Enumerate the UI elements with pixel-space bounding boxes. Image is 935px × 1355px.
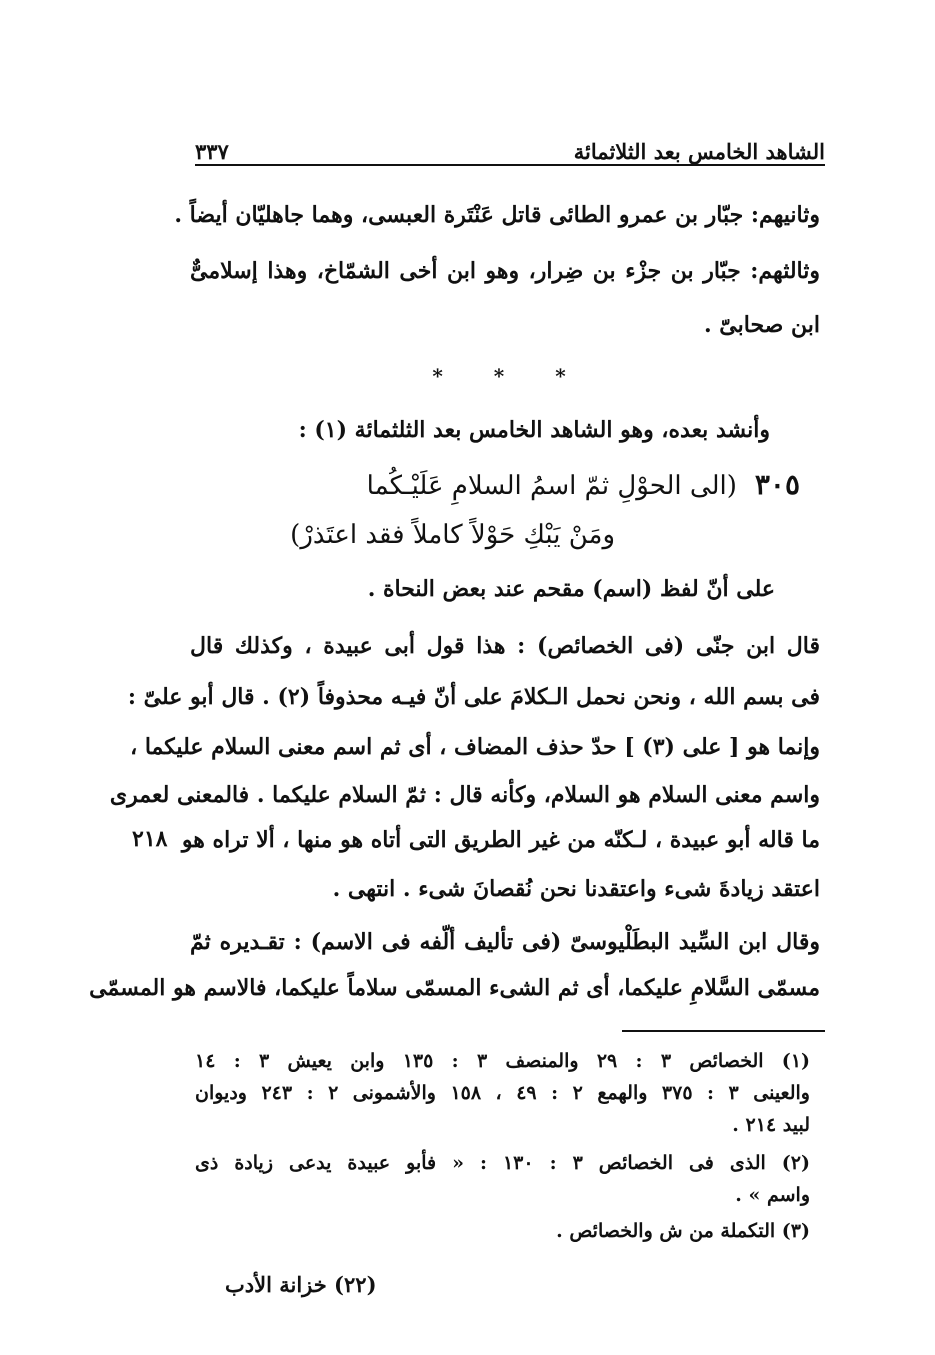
header-divider <box>195 164 825 166</box>
paragraph-line: ما قاله أبو عبيدة ، لـكنّه من غير الطريق التى أتاه هو منها ، ألا تراه هو <box>181 827 820 853</box>
footnote-line: (١) الخصائص ٣ : ٢٩ والمنصف ٣ : ١٣٥ وابن يعيش ٣ : ١٤ <box>195 1050 811 1072</box>
paragraph-line: مسمّى السَّلامِ عليكما، أى ثم الشىء المسمّى سلاماً عليكما، فالاسم هو المسمّى <box>89 975 820 1001</box>
paragraph-line: ابن صحابىّ . <box>703 312 820 338</box>
footnote-line: (٢) الذى فى الخصائص ٣ : ١٣٠ : « فأبو عبيدة يدعى زيادة ذى <box>195 1152 810 1174</box>
paragraph-line: وثانيهم: جبّار بن عمرو الطائى قاتل عَنْتَرة العبسى، وهما جاهليّان أيضاً . <box>174 202 820 228</box>
margin-page-number: ٢١٨ <box>132 826 168 852</box>
section-separator: * * * <box>432 364 588 388</box>
paragraph-line: على أنّ لفظ (اسم) مقحم عند بعض النحاة . <box>367 576 775 602</box>
footnote-line: لبيد ٢١٤ . <box>732 1114 810 1136</box>
paragraph-line: قال ابن جنّى (فى الخصائص) : هذا قول أبى عبيدة ، وكذلك قال <box>190 633 820 659</box>
paragraph-line: وقال ابن السِّيد البطَلْيوسىّ (فى تأليف ألّفه فى الاسم) : تقـديره ثمّ <box>190 929 820 955</box>
verse-number: ٣٠٥ <box>754 468 800 501</box>
paragraph-line: واسم معنى السلام هو السلام، وكأنه قال : ثمّ السلام عليكما . فالمعنى لعمرى <box>109 782 820 808</box>
verse-hemistich-1: (الى الحوْلِ ثمّ اسمُ السلامِ عَلَيْـكُما <box>366 471 737 501</box>
paragraph-line: فى بسم الله ، ونحن نحمل الـكلامَ على أنّ فيـه محذوفاً (٢) . قال أبو علىّ : <box>127 684 820 710</box>
paragraph-line: وأنشد بعده، وهو الشاهد الخامس بعد الثلثمائة (١) : <box>298 417 770 443</box>
footnotes <box>195 1050 810 1252</box>
footnote-divider <box>622 1030 825 1032</box>
footnote-line: (٣) التكملة من ش والخصائص . <box>556 1220 810 1242</box>
verse-line-2: ومَنْ يَبْكِ حَوْلاً كاملاً فقد اعتَذرْ) <box>290 520 615 550</box>
paragraph-line: وإنما هو [ على (٣) ] حدّ حذف المضاف ، أى ثم اسم معنى السلام عليكما ، <box>130 734 820 760</box>
page-number: ٣٣٧ <box>195 139 229 164</box>
verse-line-1 <box>367 470 800 501</box>
footnote-line: واسم » . <box>735 1184 810 1206</box>
running-title: الشاهد الخامس بعد الثلاثمائة <box>573 139 825 164</box>
signature-mark: (٢٢) خزانة الأدب <box>225 1272 377 1297</box>
page-header <box>195 128 825 164</box>
footnote-line: والعينى ٣ : ٣٧٥ والهمع ٢ : ٤٩ ، ١٥٨ والأشمونى ٢ : ٢٤٣ وديوان <box>195 1082 810 1104</box>
paragraph-line: وثالثهم: جبّار بن جزْء بن ضِرار، وهو ابن أخى الشمّاخ، وهذا إسلامىٌّ <box>190 258 820 284</box>
paragraph-line: اعتقد زيادةَ شىء واعتقدنا نحن نُقصانَ شىء . انتهى . <box>332 876 820 902</box>
